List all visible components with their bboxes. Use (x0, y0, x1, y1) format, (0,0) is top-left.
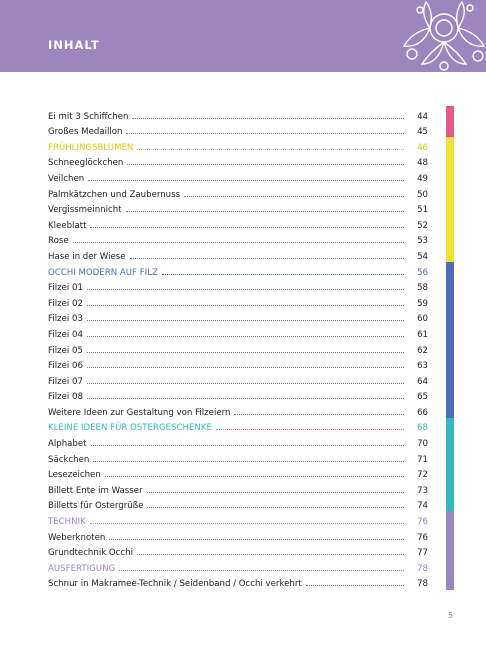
dot-leader (137, 149, 404, 150)
toc-entry (48, 293, 428, 309)
toc-entry-page: 45 (417, 127, 428, 138)
toc-entry (48, 527, 428, 543)
toc-entry-title: TECHNIK (48, 517, 86, 528)
toc-entry-title: Hase in der Wiese (48, 251, 126, 262)
toc-entry-title: Filzei 01 (48, 283, 83, 294)
toc-entry-title: Vergissmeinnicht (48, 205, 122, 216)
lace-decoration-icon (398, 0, 486, 74)
toc-entry (48, 106, 428, 122)
toc-entry (48, 496, 428, 512)
toc-entry-page: 58 (417, 283, 428, 294)
dot-leader (87, 367, 404, 368)
toc-entry-page: 56 (417, 267, 428, 278)
section-color-bar (446, 137, 454, 262)
dot-leader (90, 523, 404, 524)
toc-section-heading (48, 558, 428, 574)
toc-entry-title: Filzei 07 (48, 376, 83, 387)
dot-leader (137, 554, 404, 555)
toc-entry-title: Filzei 03 (48, 314, 83, 325)
toc-entry-title: Großes Medaillon (48, 127, 123, 138)
toc-entry (48, 449, 428, 465)
toc-entry (48, 387, 428, 403)
dot-leader (109, 539, 404, 540)
section-color-bar (446, 511, 454, 590)
toc-entry (48, 278, 428, 294)
toc-entry-page: 76 (417, 532, 428, 543)
dot-leader (73, 242, 404, 243)
dot-leader (87, 305, 404, 306)
toc-entry-title: Filzei 02 (48, 298, 83, 309)
toc-entry-title: FRÜHLINGSBLUMEN (48, 142, 134, 153)
toc-entry-page: 77 (417, 548, 428, 559)
dot-leader (162, 274, 404, 275)
toc-entry-title: Grundtechnik Occhi (48, 548, 133, 559)
toc-entry-title: Billett Ente im Wasser (48, 485, 143, 496)
toc-entry (48, 231, 428, 247)
toc-entry-page: 76 (417, 517, 428, 528)
toc-entry-title: Rose (48, 236, 69, 247)
toc-entry-title: Schnur in Makramee-Technik / Seidenband / Occhi verkehrt (48, 579, 302, 590)
dot-leader (87, 336, 404, 337)
toc-entry-page: 68 (417, 423, 428, 434)
header-band (0, 0, 486, 72)
toc-entry-title: Ei mit 3 Schiffchen (48, 111, 129, 122)
toc-entry-title: KLEINE IDEEN FÜR OSTERGESCHENKE (48, 423, 212, 434)
toc-entry-page: 52 (417, 220, 428, 231)
page-title: INHALT (48, 38, 100, 52)
toc-entry-page: 60 (417, 314, 428, 325)
dot-leader (127, 164, 404, 165)
section-color-bar (446, 262, 454, 418)
toc-entry-title: Weberknoten (48, 532, 106, 543)
toc-entry-title: Lesezeichen (48, 470, 101, 481)
toc-entry-title: Säckchen (48, 454, 90, 465)
toc-entry-page: 46 (417, 142, 428, 153)
toc-section-heading (48, 137, 428, 153)
toc-entry (48, 309, 428, 325)
toc-entry (48, 200, 428, 216)
toc-entry-page: 73 (417, 485, 428, 496)
toc-entry-title: Filzei 05 (48, 345, 83, 356)
toc-entry (48, 356, 428, 372)
section-color-bar (446, 418, 454, 512)
toc-entry-page: 66 (417, 407, 428, 418)
dot-leader (87, 320, 404, 321)
dot-leader (90, 227, 404, 228)
dot-leader (132, 118, 404, 119)
toc-entry (48, 246, 428, 262)
toc-entry (48, 433, 428, 449)
toc-entry (48, 184, 428, 200)
toc-entry-title: Filzei 04 (48, 329, 83, 340)
dot-leader (87, 289, 404, 290)
toc-entry (48, 122, 428, 138)
toc-entry-title: Palmkätzchen und Zaubernuss (48, 189, 181, 200)
toc-entry-title: Alphabet (48, 439, 87, 450)
toc-entry-title: Veilchen (48, 173, 85, 184)
toc-entry-title: Schneeglöckchen (48, 158, 124, 169)
toc-entry-title: Kleeblatt (48, 220, 87, 231)
toc-entry-title: AUSFERTIGUNG (48, 563, 116, 574)
toc-entry (48, 371, 428, 387)
toc-entry-title: Billetts für Ostergrüße (48, 501, 144, 512)
toc-entry-page: 78 (417, 563, 428, 574)
toc-entry (48, 480, 428, 496)
toc-entry-page: 64 (417, 376, 428, 387)
toc-entry-page: 50 (417, 189, 428, 200)
toc-entry (48, 215, 428, 231)
dot-leader (119, 570, 404, 571)
toc-entry (48, 574, 428, 590)
toc-entry (48, 324, 428, 340)
dot-leader (87, 352, 404, 353)
toc-entry-page: 61 (417, 329, 428, 340)
toc-entry (48, 465, 428, 481)
table-of-contents (48, 106, 428, 589)
dot-leader (216, 429, 404, 430)
dot-leader (147, 507, 404, 508)
toc-entry-page: 71 (417, 454, 428, 465)
toc-entry (48, 168, 428, 184)
toc-entry-title: Weitere Ideen zur Gestaltung von Filzeiern (48, 407, 231, 418)
toc-entry-page: 54 (417, 251, 428, 262)
toc-section-heading (48, 511, 428, 527)
section-color-bar (446, 106, 454, 138)
dot-leader (126, 133, 404, 134)
toc-entry-page: 78 (417, 579, 428, 590)
dot-leader (184, 196, 404, 197)
dot-leader (130, 258, 404, 259)
toc-section-heading (48, 418, 428, 434)
dot-leader (234, 414, 404, 415)
toc-entry-page: 51 (417, 205, 428, 216)
dot-leader (105, 476, 404, 477)
toc-entry (48, 340, 428, 356)
toc-entry-title: Filzei 08 (48, 392, 83, 403)
dot-leader (87, 398, 404, 399)
toc-entry-page: 65 (417, 392, 428, 403)
toc-entry-page: 59 (417, 298, 428, 309)
dot-leader (126, 211, 404, 212)
toc-entry-page: 72 (417, 470, 428, 481)
dot-leader (93, 461, 404, 462)
dot-leader (306, 585, 404, 586)
page-number: 5 (448, 611, 454, 620)
toc-entry-page: 70 (417, 439, 428, 450)
dot-leader (87, 383, 404, 384)
dot-leader (91, 445, 404, 446)
toc-entry (48, 543, 428, 559)
toc-entry-page: 74 (417, 501, 428, 512)
toc-entry-page: 62 (417, 345, 428, 356)
toc-entry-page: 63 (417, 361, 428, 372)
toc-entry (48, 402, 428, 418)
toc-entry-page: 48 (417, 158, 428, 169)
toc-entry-title: Filzei 06 (48, 361, 83, 372)
toc-section-heading (48, 262, 428, 278)
toc-entry (48, 153, 428, 169)
dot-leader (88, 180, 404, 181)
toc-entry-title: OCCHI MODERN AUF FILZ (48, 267, 158, 278)
toc-entry-page: 53 (417, 236, 428, 247)
toc-entry-page: 49 (417, 173, 428, 184)
dot-leader (147, 492, 404, 493)
toc-entry-page: 44 (417, 111, 428, 122)
